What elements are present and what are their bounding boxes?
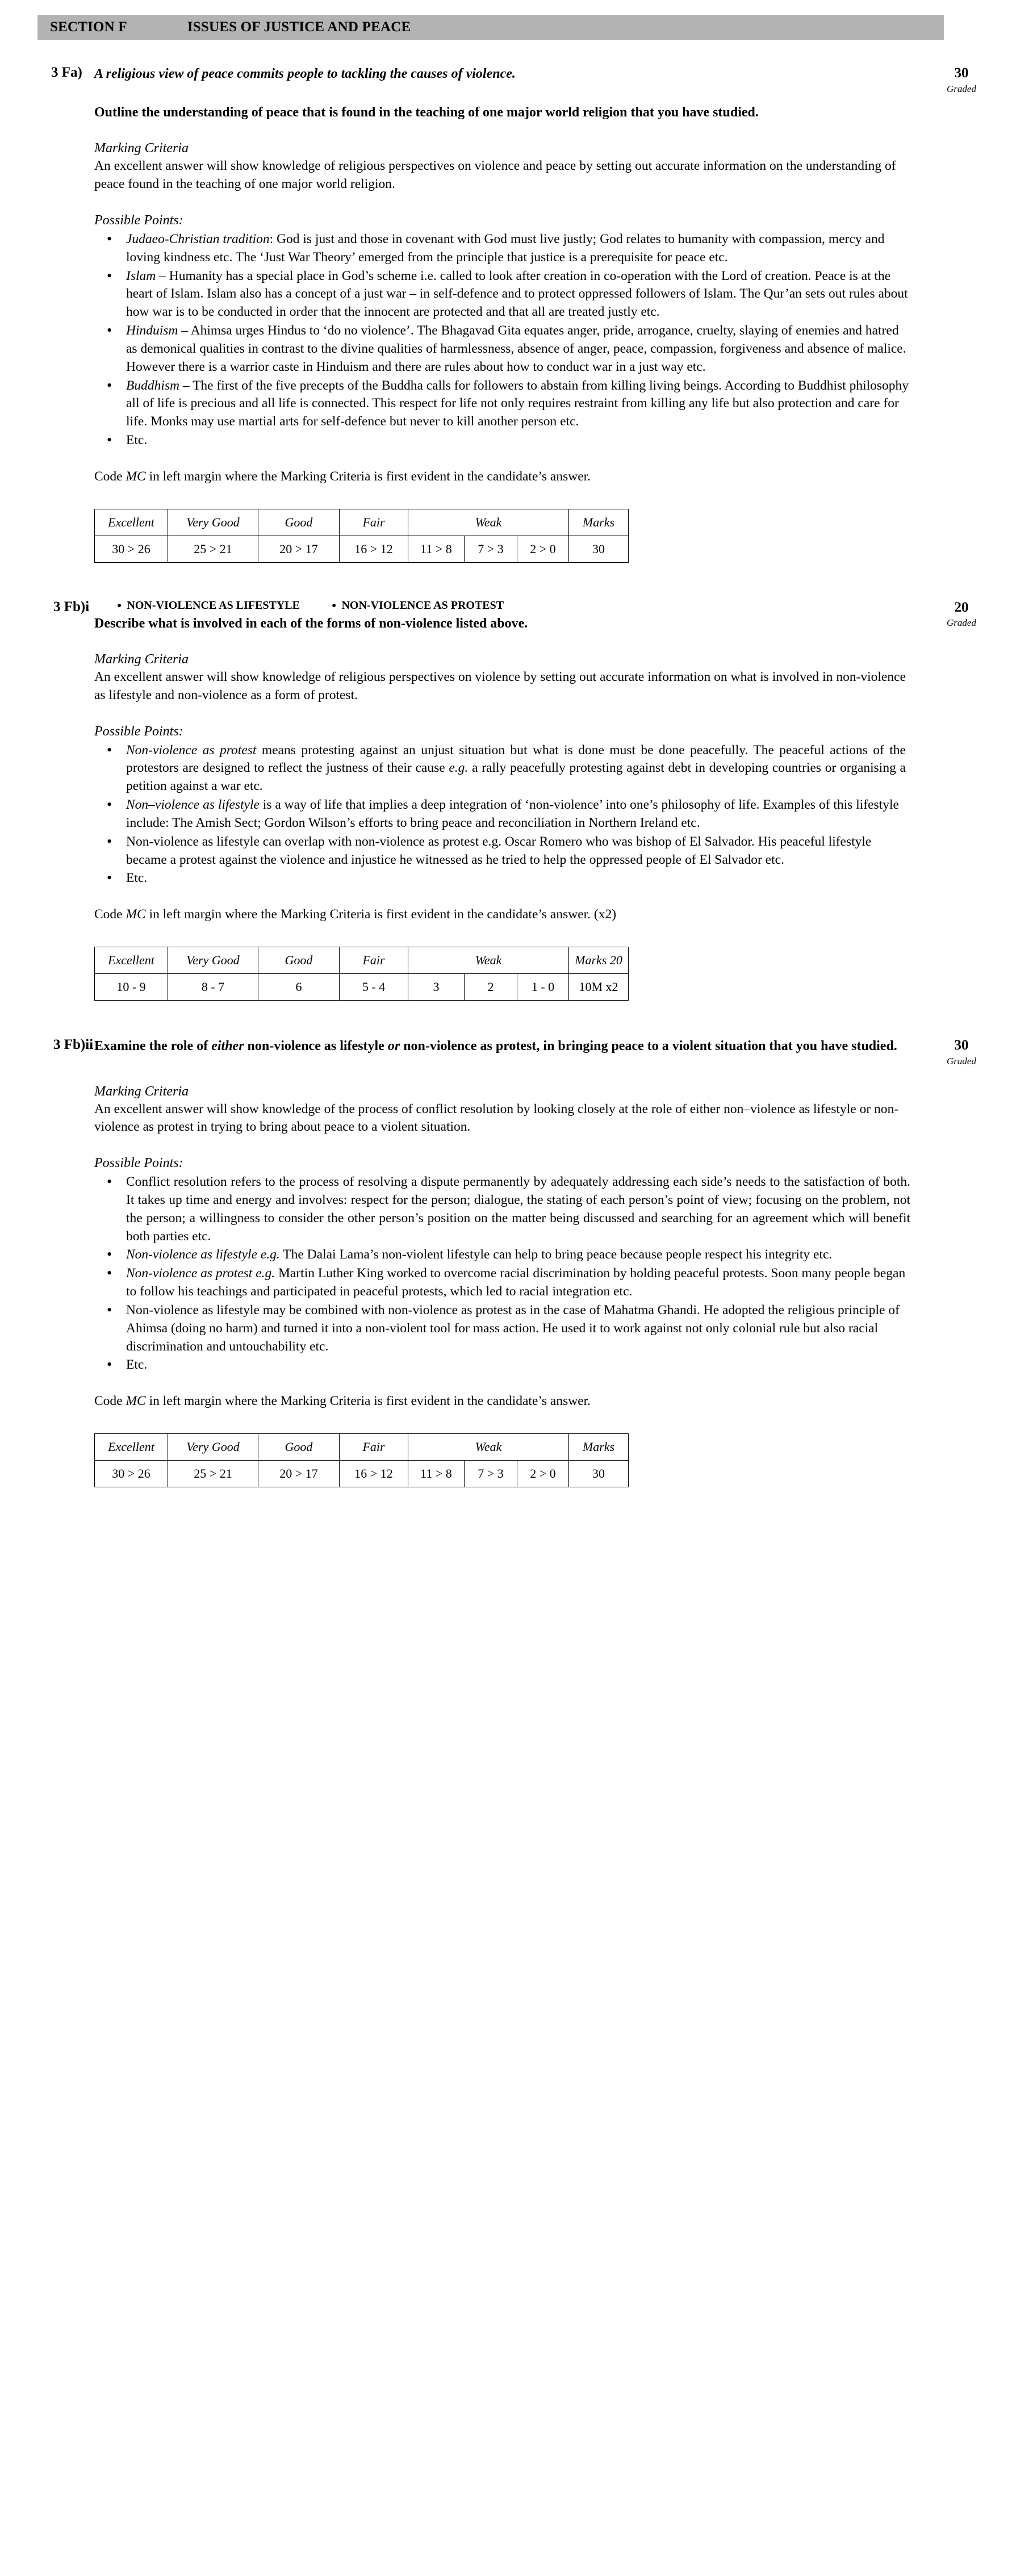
cell-fair: 16 > 12 xyxy=(340,1461,408,1487)
stem-either: either xyxy=(211,1039,244,1053)
cell-very-good: 8 - 7 xyxy=(168,974,258,1001)
list-item xyxy=(94,869,906,888)
question-3fbi-stem-bold: Describe what is involved in each of the forms of non-violence listed above. xyxy=(94,616,528,631)
list-item xyxy=(94,377,910,431)
question-3fbi-header xyxy=(37,599,996,633)
list-item xyxy=(94,267,910,321)
col-good: Good xyxy=(258,509,340,536)
section-title: ISSUES OF JUSTICE AND PEACE xyxy=(187,19,411,35)
question-3fbii-marks xyxy=(927,1037,996,1067)
stem-post: non-violence as protest, in bringing peace to a violent situation that you have studied. xyxy=(400,1039,897,1053)
question-3fbi-number: 3 Fb)i xyxy=(53,599,90,614)
col-fair: Fair xyxy=(340,947,408,974)
grade-table-wrap-3fa xyxy=(94,509,996,563)
possible-points-list-3fa xyxy=(94,231,910,450)
code-note-pre: Code xyxy=(94,1394,126,1409)
grade-table-3fa xyxy=(94,509,629,563)
grade-table-head xyxy=(95,947,629,974)
col-weak: Weak xyxy=(408,947,569,974)
point-text: : God is just and those in covenant with God must live justly; God relates to humanity with compassion, mercy and loving kindness etc. The ‘Just War Theory’ emerged from the principle that justice is a prerequisite for peace etc. xyxy=(126,231,885,265)
col-excellent: Excellent xyxy=(95,509,168,536)
section-banner xyxy=(37,15,944,40)
question-3fbii-mark-value: 30 xyxy=(954,1038,969,1053)
possible-points-label-3fa: Possible Points: xyxy=(94,212,183,228)
cell-good: 20 > 17 xyxy=(258,1461,340,1487)
code-note-3fa xyxy=(94,468,910,486)
cell-fair: 5 - 4 xyxy=(340,974,408,1001)
point-text: Martin Luther King worked to overcome racial discrimination by holding peaceful protests. Soon many people began to follow his teachings and participated in peaceful protests, which led to racial integration etc. xyxy=(126,1266,906,1299)
col-fair: Fair xyxy=(340,509,408,536)
cell-weak-1: 11 > 8 xyxy=(408,1461,465,1487)
col-excellent: Excellent xyxy=(95,947,168,974)
cell-weak-2: 7 > 3 xyxy=(465,536,517,562)
point-text: Non-violence as lifestyle can overlap with non-violence as protest e.g. Oscar Romero who was bishop of El Salvador. His peaceful lifestyle became a protest against the violence and injustice he witnessed as he tried to help the oppressed people of El Salvador etc. xyxy=(126,834,872,867)
cell-weak-2: 7 > 3 xyxy=(465,1461,517,1487)
cell-weak-2: 2 xyxy=(465,974,517,1001)
table-row xyxy=(95,1461,629,1487)
col-good: Good xyxy=(258,1434,340,1461)
point-lead: Non–violence as lifestyle xyxy=(126,797,260,813)
question-3fa-number: 3 Fa) xyxy=(51,65,82,80)
point-text: – Ahimsa urges Hindus to ‘do no violence’. The Bhagavad Gita equates anger, pride, arrogance, cruelty, slaying of enemies and hatred as demonical qualities in contrast to the divine qualities of harmlessness, absence of anger, peace, compassion, forgiveness and absence of malice. However there is a warrior caste in Hinduism and there are rules about how to conduct war in a just way etc. xyxy=(126,323,906,374)
marking-criteria-label-3fbi: Marking Criteria xyxy=(94,651,189,667)
question-3fbi-mark-value: 20 xyxy=(954,599,969,615)
possible-points-label-3fbi: Possible Points: xyxy=(94,724,183,739)
stem-mid: non-violence as lifestyle xyxy=(244,1039,388,1053)
list-item xyxy=(94,1356,910,1374)
question-3fbi-stems xyxy=(94,599,927,633)
form-protest: ● NON-VIOLENCE AS PROTEST xyxy=(332,599,504,612)
col-weak: Weak xyxy=(408,509,569,536)
list-item xyxy=(94,1302,910,1356)
col-fair: Fair xyxy=(340,1434,408,1461)
point-lead: Judaeo-Christian tradition xyxy=(126,231,270,246)
question-3fa-stem-bold: Outline the understanding of peace that is found in the teaching of one major world religion that you have studied. xyxy=(94,105,759,120)
cell-weak-3: 1 - 0 xyxy=(517,974,569,1001)
question-3fa-stem-italic: A religious view of peace commits people to tackling the causes of violence. xyxy=(94,66,516,81)
stem-or: or xyxy=(387,1039,400,1053)
cell-excellent: 30 > 26 xyxy=(95,1461,168,1487)
grade-table-wrap-3fbii xyxy=(94,1433,996,1487)
list-item xyxy=(94,1265,910,1301)
question-3fbii-graded-label: Graded xyxy=(947,1055,976,1067)
grade-table-head xyxy=(95,509,629,536)
marking-criteria-label-3fbii: Marking Criteria xyxy=(94,1084,189,1099)
point-text: is a way of life that implies a deep integration of ‘non-violence’ into one’s philosophy of life. Examples of this lifestyle include: The Amish Sect; Gordon Wilson’s efforts to bring peace and reconciliation in Northern Ireland etc. xyxy=(126,797,899,830)
cell-weak-3: 2 > 0 xyxy=(517,536,569,562)
point-text: Etc. xyxy=(126,871,148,886)
question-3fbii-number: 3 Fb)ii xyxy=(53,1037,94,1052)
question-3fa-content xyxy=(94,141,996,486)
question-3fbii-stem-bold xyxy=(94,1037,910,1055)
table-row xyxy=(95,974,629,1001)
col-marks: Marks 20 xyxy=(569,947,629,974)
grade-table-body xyxy=(95,974,629,1001)
point-text: Etc. xyxy=(126,1357,148,1373)
point-text: Conflict resolution refers to the process of resolving a dispute permanently by adequately addressing each side’s needs to the satisfaction of both. It takes up time and energy and involves: respect for the person; dialogue, the stating of each person’s point of view; focusing on the problem, not the person; a willingness to consider the other person’s position on the matter being discussed and searching for an agreement which will benefit both parties etc. xyxy=(126,1174,910,1244)
cell-very-good: 25 > 21 xyxy=(168,536,258,562)
point-text-2: a rally peacefully protesting against debt in developing countries or organising a petition against a war etc. xyxy=(126,760,906,794)
point-lead: Non-violence as protest e.g. xyxy=(126,1266,275,1281)
grade-table-body xyxy=(95,1461,629,1487)
col-excellent: Excellent xyxy=(95,1434,168,1461)
marking-criteria-label-3fa: Marking Criteria xyxy=(94,141,189,156)
list-item xyxy=(94,322,910,376)
code-note-post: in left margin where the Marking Criteria is first evident in the candidate’s answer. xyxy=(145,469,591,484)
question-3fa-stems xyxy=(94,65,927,122)
cell-marks: 30 xyxy=(569,1461,629,1487)
cell-excellent: 10 - 9 xyxy=(95,974,168,1001)
list-item xyxy=(94,742,906,796)
point-text: Etc. xyxy=(126,433,148,448)
grade-table-wrap-3fbi xyxy=(94,947,996,1001)
cell-weak-3: 2 > 0 xyxy=(517,1461,569,1487)
code-note-mc: MC xyxy=(126,1394,146,1409)
question-3fbi-content xyxy=(94,652,996,924)
point-text: The Dalai Lama’s non-violent lifestyle can help to bring peace because people respect his integrity etc. xyxy=(279,1247,833,1262)
question-3fa xyxy=(37,65,996,563)
point-lead: Islam xyxy=(126,268,156,283)
list-item xyxy=(94,833,906,869)
code-note-3fbii xyxy=(94,1392,910,1411)
question-3fbi-marks xyxy=(927,599,996,629)
question-3fbii-content xyxy=(94,1084,996,1411)
col-good: Good xyxy=(258,947,340,974)
cell-weak-1: 11 > 8 xyxy=(408,536,465,562)
cell-good: 6 xyxy=(258,974,340,1001)
stem-pre: Examine the role of xyxy=(94,1039,212,1053)
possible-points-label-3fbii: Possible Points: xyxy=(94,1156,183,1171)
list-item xyxy=(94,796,906,833)
col-very-good: Very Good xyxy=(168,947,258,974)
code-note-mc: MC xyxy=(126,907,146,922)
code-note-3fbi xyxy=(94,906,906,924)
marking-criteria-text-3fa: An excellent answer will show knowledge of religious perspectives on violence and peace by setting out accurate information on the understanding of peace found in the teaching of one major world religion. xyxy=(94,158,896,192)
point-lead: Hinduism xyxy=(126,323,178,338)
col-marks: Marks xyxy=(569,509,629,536)
point-text: – The first of the five precepts of the Buddha calls for followers to abstain from killing living beings. According to Buddhist philosophy all of life is precious and all life is connected. This respect for life not only requires restraint from killing any life but also protection and care for life. Monks may use martial arts for self-defence but never to kill another person etc. xyxy=(126,378,909,429)
list-item xyxy=(94,231,910,267)
point-lead: Buddhism xyxy=(126,378,179,393)
point-text: – Humanity has a special place in God’s scheme i.e. called to look after creation in co-operation with the Lord of creation. Peace is at the heart of Islam. Islam also has a concept of a just war – in self-defence and to protect oppressed followers of Islam. The Qur’an sets out rules about how war is to be conducted in order that the innocent are protected and that all are treated justly etc. xyxy=(126,268,908,320)
point-lead: Non-violence as lifestyle e.g. xyxy=(126,1247,280,1262)
question-3fbii-stems xyxy=(94,1037,927,1055)
grade-table-head xyxy=(95,1434,629,1461)
grade-table-3fbii xyxy=(94,1433,629,1487)
point-text: Non-violence as lifestyle may be combined with non-violence as protest as in the case of Mahatma Ghandi. He adopted the religious principle of Ahimsa (doing no harm) and turned it into a non-violent tool for mass action. He used it to work against not only colonial rule but also racial discrimination and untouchability etc. xyxy=(126,1302,900,1354)
point-text: means protesting against an unjust situation but what is done must be done peacefully. The peaceful actions of the protestors are designed to reflect the justness of their cause xyxy=(126,742,906,776)
point-lead: Non-violence as protest xyxy=(126,742,257,758)
marking-criteria-text-3fbi: An excellent answer will show knowledge of religious perspectives on violence by setting out accurate information on what is involved in non-violence as lifestyle and non-violence as a form of protest. xyxy=(94,669,906,702)
code-note-post: in left margin where the Marking Criteria is first evident in the candidate’s answer. xyxy=(145,1394,591,1409)
col-weak: Weak xyxy=(408,1434,569,1461)
section-spacer xyxy=(37,1004,996,1037)
question-3fbi-graded-label: Graded xyxy=(947,617,976,629)
table-row xyxy=(95,509,629,536)
question-3fbi xyxy=(37,599,996,1001)
col-marks: Marks xyxy=(569,1434,629,1461)
cell-excellent: 30 > 26 xyxy=(95,536,168,562)
list-item xyxy=(94,1246,910,1264)
cell-marks: 10M x2 xyxy=(569,974,629,1001)
form-lifestyle: ● NON-VIOLENCE AS LIFESTYLE xyxy=(117,599,300,612)
possible-points-list-3fbii xyxy=(94,1173,910,1374)
question-3fbii-header xyxy=(37,1037,996,1067)
code-note-mc: MC xyxy=(126,469,146,484)
table-row xyxy=(95,947,629,974)
question-3fa-graded-label: Graded xyxy=(947,83,976,94)
question-3fa-mark-value: 30 xyxy=(954,65,969,81)
question-3fa-marks xyxy=(927,65,996,95)
grade-table-3fbi xyxy=(94,947,629,1001)
table-row xyxy=(95,1434,629,1461)
possible-points-list-3fbi xyxy=(94,742,906,888)
section-spacer xyxy=(37,566,996,599)
question-3fbii xyxy=(37,1037,996,1487)
marking-criteria-text-3fbii: An excellent answer will show knowledge of the process of conflict resolution by looking closely at the role of either non–violence as lifestyle or non-violence as protest in trying to bring about peace to a violent situation. xyxy=(94,1101,899,1135)
code-note-post: in left margin where the Marking Criteria is first evident in the candidate’s answer. (x2) xyxy=(145,907,617,922)
table-row xyxy=(95,536,629,562)
question-3fa-header xyxy=(37,65,996,122)
grade-table-body xyxy=(95,536,629,562)
col-very-good: Very Good xyxy=(168,1434,258,1461)
section-label: SECTION F xyxy=(50,19,127,35)
cell-fair: 16 > 12 xyxy=(340,536,408,562)
list-item xyxy=(94,1173,910,1245)
cell-weak-1: 3 xyxy=(408,974,465,1001)
cell-very-good: 25 > 21 xyxy=(168,1461,258,1487)
col-very-good: Very Good xyxy=(168,509,258,536)
cell-good: 20 > 17 xyxy=(258,536,340,562)
code-note-pre: Code xyxy=(94,469,126,484)
non-violence-forms-row xyxy=(94,599,910,612)
code-note-pre: Code xyxy=(94,907,126,922)
cell-marks: 30 xyxy=(569,536,629,562)
point-mid-italic: e.g. xyxy=(449,760,469,776)
list-item xyxy=(94,432,910,450)
